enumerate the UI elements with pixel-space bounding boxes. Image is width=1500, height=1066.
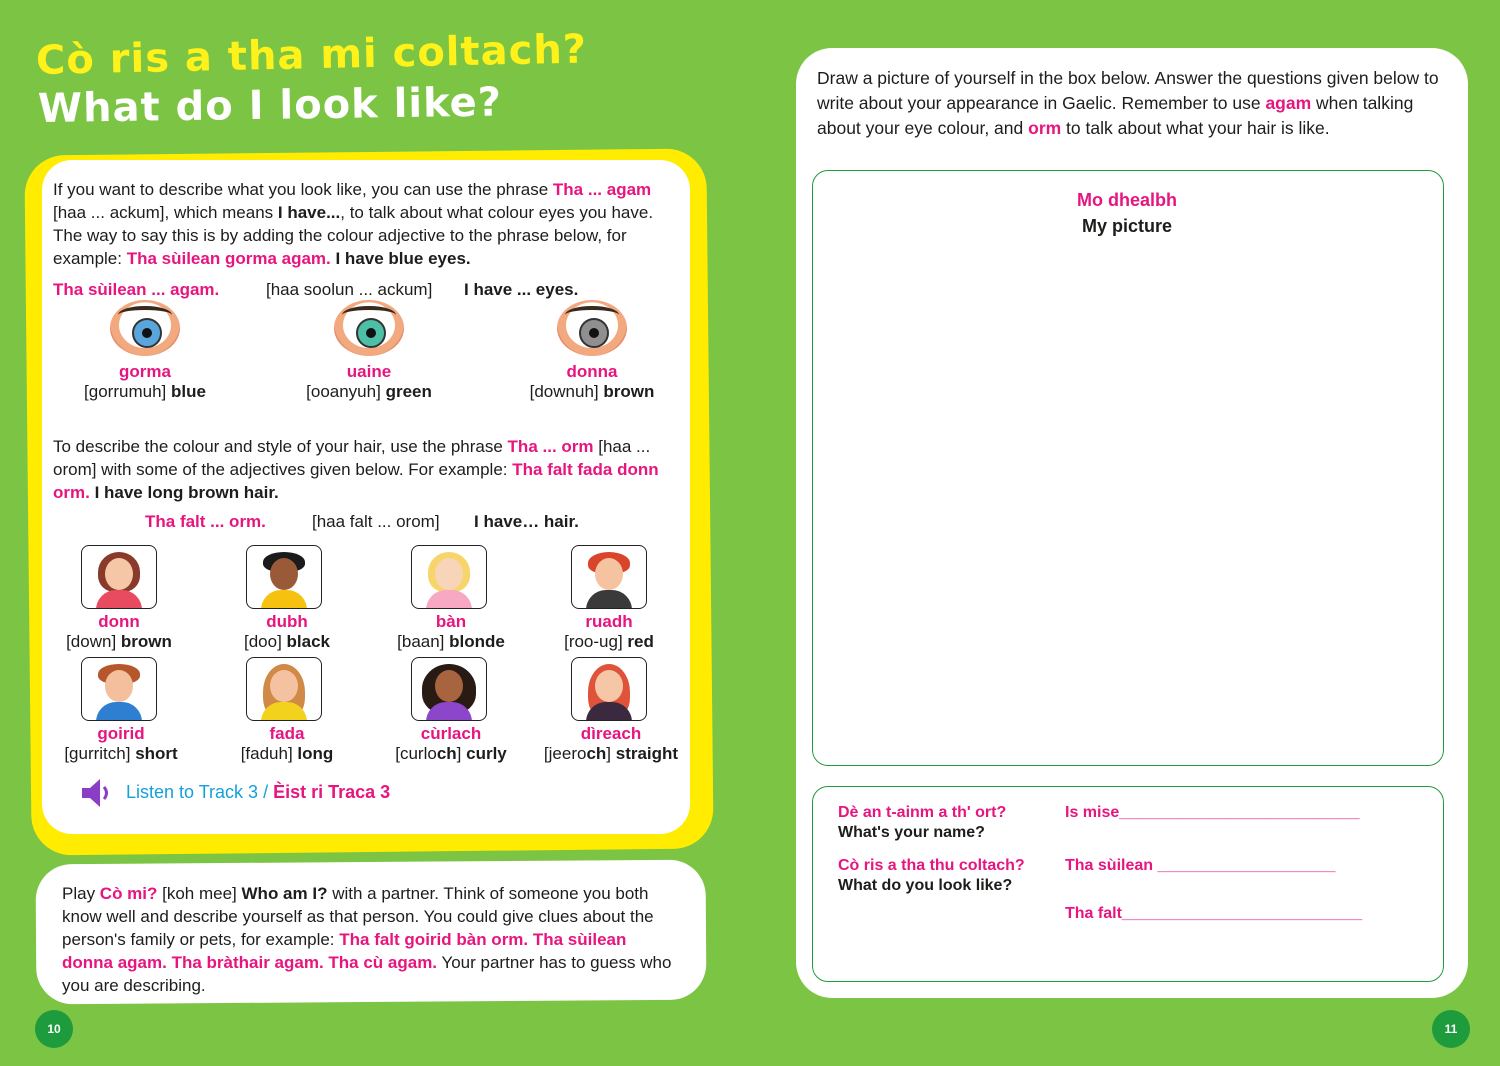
eye-caption-brown: donna [downuh] brown [529,362,655,401]
face-brown-hair-icon [81,545,157,609]
question-name: Dè an t-ainm a th' ort? What's your name? [838,804,1007,841]
picture-heading: Mo dhealbh My picture [1077,190,1177,236]
hair-caption-blonde: bàn [baan] blonde [397,612,505,651]
face-long-hair-icon [246,657,322,721]
face-straight-hair-icon [571,657,647,721]
page-number-right: 11 [1432,1010,1470,1048]
blue-eye-icon [110,300,180,356]
answer-eyes-field[interactable]: Tha sùilean ____________________ [1065,857,1336,874]
hair-phrase-gaelic: Tha falt ... orm. [145,512,266,531]
eye-caption-green: uaine [ooanyuh] green [306,362,432,401]
eye-phrase-english: I have ... eyes. [464,280,579,299]
face-short-hair-icon [81,657,157,721]
eyes-intro-text: If you want to describe what you look like, you can use the phrase Tha ... agam [haa ... ackum], which means I have..., to talk about what colour eyes you have. The way to say this is by adding the colour adjective to the phrase below, for example: Tha sùilean gorma agam. I have blue eyes. [53,180,654,268]
drawing-instructions: Draw a picture of yourself in the box below. Answer the questions given below to write about your appearance in Gaelic. Remember to use agam when talking about your eye colour, and orm to talk about what your hair is like. [817,68,1439,138]
hair-caption-black: dubh [doo] black [243,612,331,651]
face-blonde-hair-icon [411,545,487,609]
hair-phrase-pronunciation: [haa falt ... orom] [312,512,440,531]
speaker-icon[interactable] [80,776,114,810]
page-number-left: 10 [35,1010,73,1048]
eye-caption-blue: gorma [gorrumuh] blue [84,362,206,401]
page-title-gaelic: Cò ris a tha mi coltach? [35,26,588,84]
hair-caption-brown: donn [down] brown [66,612,172,651]
picture-drawing-area[interactable] [812,170,1444,766]
eye-phrase-pronunciation: [haa soolun ... ackum] [266,280,433,299]
hair-caption-long: fada [faduh] long [240,724,334,763]
hair-phrase-english: I have… hair. [474,512,579,531]
face-curly-hair-icon [411,657,487,721]
answer-hair-field[interactable]: Tha falt___________________________ [1065,905,1363,922]
hair-caption-short: goirid [gurritch] short [64,724,178,763]
question-appearance: Cò ris a tha thu coltach? What do you look like? [838,857,1025,894]
hair-intro-text: To describe the colour and style of your hair, use the phrase Tha ... orm [haa ... orom] with some of the adjectives given below. For example: Tha falt fada donn orm. I have long brown hair. [53,437,659,502]
hair-caption-straight: dìreach [jeeroch] straight [543,724,679,763]
face-black-hair-icon [246,545,322,609]
game-instructions: Play Cò mi? [koh mee] Who am I? with a partner. Think of someone you both know well and describe yourself as that person. You could give clues about the person's family or pets, for example: Tha falt goirid bàn orm. Tha sùilean donna agam. Tha bràthair agam. Tha cù agam. Your partner has to guess who you are describing. [62,884,672,995]
face-red-hair-icon [571,545,647,609]
brown-eye-icon [557,300,627,356]
eye-phrase-gaelic: Tha sùilean ... agam. [53,280,220,299]
page-title-english: What do I look like? [37,79,503,132]
hair-caption-curly: cùrlach [curloch] curly [395,724,507,763]
answer-name-field[interactable]: Is mise___________________________ [1065,804,1360,821]
listen-track-link[interactable]: Listen to Track 3 / Èist ri Traca 3 [126,782,391,802]
hair-caption-red: ruadh [roo-ug] red [564,612,654,651]
green-eye-icon [334,300,404,356]
